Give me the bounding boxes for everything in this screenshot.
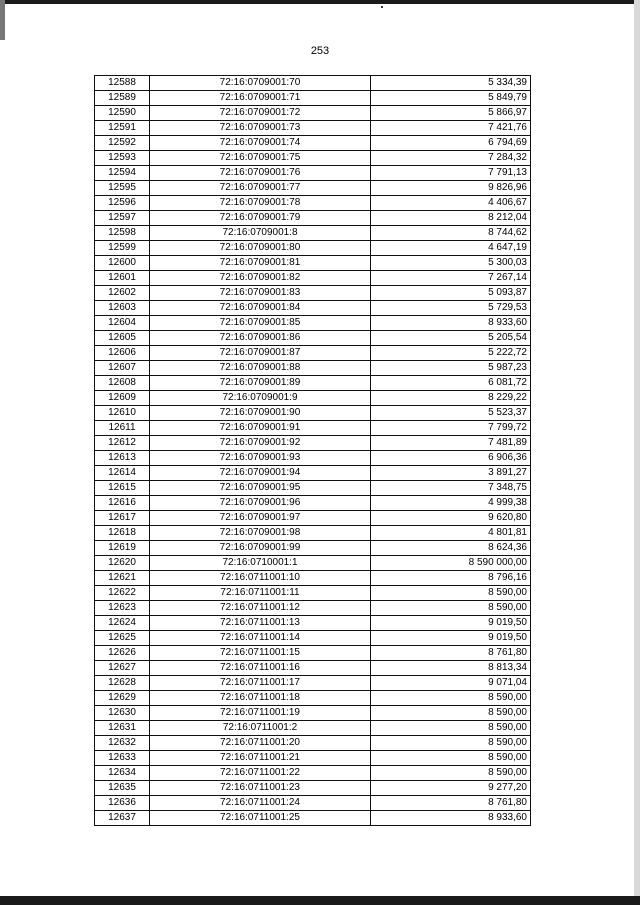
table-row <box>95 121 531 136</box>
table-body <box>95 76 531 826</box>
table-row <box>95 331 531 346</box>
value-cell: 4 999,38 <box>371 496 531 511</box>
cadastral-number-cell: 72:16:0709001:89 <box>150 376 371 391</box>
cadastral-number-cell: 72:16:0709001:75 <box>150 151 371 166</box>
table-row <box>95 691 531 706</box>
value-cell: 9 019,50 <box>371 616 531 631</box>
row-number-cell: 12607 <box>95 361 150 376</box>
row-number-cell: 12626 <box>95 646 150 661</box>
value-cell: 5 093,87 <box>371 286 531 301</box>
cadastral-number-cell: 72:16:0709001:85 <box>150 316 371 331</box>
cadastral-number-cell: 72:16:0711001:17 <box>150 676 371 691</box>
row-number-cell: 12631 <box>95 721 150 736</box>
value-cell: 8 624,36 <box>371 541 531 556</box>
cadastral-number-cell: 72:16:0709001:86 <box>150 331 371 346</box>
row-number-cell: 12600 <box>95 256 150 271</box>
cadastral-number-cell: 72:16:0709001:79 <box>150 211 371 226</box>
table-row <box>95 706 531 721</box>
row-number-cell: 12596 <box>95 196 150 211</box>
table-row <box>95 256 531 271</box>
cadastral-number-cell: 72:16:0709001:70 <box>150 76 371 91</box>
value-cell: 7 348,75 <box>371 481 531 496</box>
table-row <box>95 301 531 316</box>
row-number-cell: 12611 <box>95 421 150 436</box>
value-cell: 8 761,80 <box>371 646 531 661</box>
value-cell: 8 590 000,00 <box>371 556 531 571</box>
row-number-cell: 12594 <box>95 166 150 181</box>
value-cell: 9 826,96 <box>371 181 531 196</box>
row-number-cell: 12610 <box>95 406 150 421</box>
cadastral-number-cell: 72:16:0709001:77 <box>150 181 371 196</box>
value-cell: 7 284,32 <box>371 151 531 166</box>
row-number-cell: 12619 <box>95 541 150 556</box>
row-number-cell: 12588 <box>95 76 150 91</box>
table-row <box>95 766 531 781</box>
table-row <box>95 316 531 331</box>
table-row <box>95 286 531 301</box>
table-row <box>95 661 531 676</box>
table-row <box>95 511 531 526</box>
value-cell: 8 590,00 <box>371 751 531 766</box>
scan-edge-right <box>634 0 640 905</box>
value-cell: 8 933,60 <box>371 316 531 331</box>
cadastral-number-cell: 72:16:0709001:8 <box>150 226 371 241</box>
table-row <box>95 376 531 391</box>
cadastral-number-cell: 72:16:0711001:10 <box>150 571 371 586</box>
value-cell: 5 205,54 <box>371 331 531 346</box>
row-number-cell: 12633 <box>95 751 150 766</box>
row-number-cell: 12629 <box>95 691 150 706</box>
table-row <box>95 496 531 511</box>
row-number-cell: 12602 <box>95 286 150 301</box>
table-row <box>95 421 531 436</box>
table-row <box>95 466 531 481</box>
cadastral-number-cell: 72:16:0711001:2 <box>150 721 371 736</box>
row-number-cell: 12627 <box>95 661 150 676</box>
table-row <box>95 451 531 466</box>
table-row <box>95 781 531 796</box>
row-number-cell: 12622 <box>95 586 150 601</box>
table-row <box>95 211 531 226</box>
cadastral-number-cell: 72:16:0709001:97 <box>150 511 371 526</box>
cadastral-number-cell: 72:16:0711001:11 <box>150 586 371 601</box>
value-cell: 8 590,00 <box>371 691 531 706</box>
table-row <box>95 241 531 256</box>
value-cell: 5 523,37 <box>371 406 531 421</box>
value-cell: 8 590,00 <box>371 766 531 781</box>
row-number-cell: 12632 <box>95 736 150 751</box>
cadastral-number-cell: 72:16:0709001:9 <box>150 391 371 406</box>
value-cell: 8 590,00 <box>371 736 531 751</box>
table-row <box>95 601 531 616</box>
value-cell: 8 761,80 <box>371 796 531 811</box>
value-cell: 8 212,04 <box>371 211 531 226</box>
value-cell: 7 267,14 <box>371 271 531 286</box>
row-number-cell: 12623 <box>95 601 150 616</box>
row-number-cell: 12604 <box>95 316 150 331</box>
scan-edge-bottom <box>0 896 640 905</box>
value-cell: 5 987,23 <box>371 361 531 376</box>
value-cell: 9 071,04 <box>371 676 531 691</box>
value-cell: 9 620,80 <box>371 511 531 526</box>
cadastral-number-cell: 72:16:0709001:92 <box>150 436 371 451</box>
table-row <box>95 346 531 361</box>
value-cell: 8 796,16 <box>371 571 531 586</box>
cadastral-number-cell: 72:16:0709001:98 <box>150 526 371 541</box>
row-number-cell: 12601 <box>95 271 150 286</box>
scan-edge-top <box>0 0 640 4</box>
row-number-cell: 12593 <box>95 151 150 166</box>
table-row <box>95 166 531 181</box>
row-number-cell: 12590 <box>95 106 150 121</box>
cadastral-number-cell: 72:16:0711001:21 <box>150 751 371 766</box>
cadastral-number-cell: 72:16:0710001:1 <box>150 556 371 571</box>
cadastral-number-cell: 72:16:0709001:82 <box>150 271 371 286</box>
cadastral-number-cell: 72:16:0711001:24 <box>150 796 371 811</box>
row-number-cell: 12597 <box>95 211 150 226</box>
cadastral-number-cell: 72:16:0709001:99 <box>150 541 371 556</box>
table-row <box>95 796 531 811</box>
row-number-cell: 12606 <box>95 346 150 361</box>
row-number-cell: 12618 <box>95 526 150 541</box>
cadastral-number-cell: 72:16:0709001:78 <box>150 196 371 211</box>
row-number-cell: 12612 <box>95 436 150 451</box>
value-cell: 9 019,50 <box>371 631 531 646</box>
cadastral-number-cell: 72:16:0709001:91 <box>150 421 371 436</box>
table-row <box>95 571 531 586</box>
row-number-cell: 12605 <box>95 331 150 346</box>
scan-speck <box>381 6 383 8</box>
table-row <box>95 721 531 736</box>
cadastral-number-cell: 72:16:0711001:14 <box>150 631 371 646</box>
table-row <box>95 646 531 661</box>
table-row <box>95 586 531 601</box>
table-row <box>95 481 531 496</box>
value-cell: 8 229,22 <box>371 391 531 406</box>
table-row <box>95 271 531 286</box>
cadastral-number-cell: 72:16:0709001:93 <box>150 451 371 466</box>
cadastral-number-cell: 72:16:0711001:16 <box>150 661 371 676</box>
table-row <box>95 406 531 421</box>
table-row <box>95 226 531 241</box>
table-row <box>95 541 531 556</box>
value-cell: 7 791,13 <box>371 166 531 181</box>
table-row <box>95 391 531 406</box>
row-number-cell: 12598 <box>95 226 150 241</box>
row-number-cell: 12616 <box>95 496 150 511</box>
data-table <box>94 75 531 826</box>
row-number-cell: 12615 <box>95 481 150 496</box>
row-number-cell: 12591 <box>95 121 150 136</box>
table-row <box>95 751 531 766</box>
table-row <box>95 151 531 166</box>
table-row <box>95 91 531 106</box>
value-cell: 8 813,34 <box>371 661 531 676</box>
cadastral-number-cell: 72:16:0711001:12 <box>150 601 371 616</box>
cadastral-number-cell: 72:16:0709001:83 <box>150 286 371 301</box>
table-row <box>95 631 531 646</box>
table-row <box>95 616 531 631</box>
row-number-cell: 12634 <box>95 766 150 781</box>
value-cell: 3 891,27 <box>371 466 531 481</box>
cadastral-number-cell: 72:16:0709001:74 <box>150 136 371 151</box>
value-cell: 4 801,81 <box>371 526 531 541</box>
table-row <box>95 736 531 751</box>
value-cell: 5 334,39 <box>371 76 531 91</box>
value-cell: 6 794,69 <box>371 136 531 151</box>
row-number-cell: 12637 <box>95 811 150 826</box>
value-cell: 5 729,53 <box>371 301 531 316</box>
table-row <box>95 361 531 376</box>
row-number-cell: 12613 <box>95 451 150 466</box>
value-cell: 8 590,00 <box>371 586 531 601</box>
cadastral-number-cell: 72:16:0709001:72 <box>150 106 371 121</box>
cadastral-number-cell: 72:16:0711001:23 <box>150 781 371 796</box>
row-number-cell: 12592 <box>95 136 150 151</box>
row-number-cell: 12609 <box>95 391 150 406</box>
table-row <box>95 106 531 121</box>
value-cell: 7 481,89 <box>371 436 531 451</box>
table-row <box>95 136 531 151</box>
cadastral-number-cell: 72:16:0709001:88 <box>150 361 371 376</box>
value-cell: 5 866,97 <box>371 106 531 121</box>
value-cell: 4 647,19 <box>371 241 531 256</box>
cadastral-number-cell: 72:16:0711001:15 <box>150 646 371 661</box>
row-number-cell: 12608 <box>95 376 150 391</box>
cadastral-number-cell: 72:16:0709001:71 <box>150 91 371 106</box>
cadastral-number-cell: 72:16:0709001:81 <box>150 256 371 271</box>
row-number-cell: 12617 <box>95 511 150 526</box>
cadastral-number-cell: 72:16:0711001:22 <box>150 766 371 781</box>
cadastral-number-cell: 72:16:0711001:20 <box>150 736 371 751</box>
cadastral-number-cell: 72:16:0709001:95 <box>150 481 371 496</box>
value-cell: 6 906,36 <box>371 451 531 466</box>
cadastral-number-cell: 72:16:0709001:94 <box>150 466 371 481</box>
row-number-cell: 12625 <box>95 631 150 646</box>
value-cell: 8 744,62 <box>371 226 531 241</box>
table-row <box>95 526 531 541</box>
value-cell: 7 421,76 <box>371 121 531 136</box>
row-number-cell: 12624 <box>95 616 150 631</box>
value-cell: 4 406,67 <box>371 196 531 211</box>
cadastral-number-cell: 72:16:0711001:13 <box>150 616 371 631</box>
row-number-cell: 12603 <box>95 301 150 316</box>
value-cell: 8 933,60 <box>371 811 531 826</box>
page-number: 253 <box>310 45 330 57</box>
row-number-cell: 12630 <box>95 706 150 721</box>
row-number-cell: 12621 <box>95 571 150 586</box>
value-cell: 7 799,72 <box>371 421 531 436</box>
row-number-cell: 12636 <box>95 796 150 811</box>
cadastral-number-cell: 72:16:0709001:96 <box>150 496 371 511</box>
cadastral-number-cell: 72:16:0709001:90 <box>150 406 371 421</box>
cadastral-number-cell: 72:16:0709001:76 <box>150 166 371 181</box>
value-cell: 5 849,79 <box>371 91 531 106</box>
table-row <box>95 76 531 91</box>
table-row <box>95 181 531 196</box>
row-number-cell: 12599 <box>95 241 150 256</box>
cadastral-number-cell: 72:16:0709001:84 <box>150 301 371 316</box>
value-cell: 5 222,72 <box>371 346 531 361</box>
cadastral-number-cell: 72:16:0709001:73 <box>150 121 371 136</box>
row-number-cell: 12628 <box>95 676 150 691</box>
row-number-cell: 12589 <box>95 91 150 106</box>
cadastral-number-cell: 72:16:0709001:87 <box>150 346 371 361</box>
value-cell: 5 300,03 <box>371 256 531 271</box>
value-cell: 6 081,72 <box>371 376 531 391</box>
row-number-cell: 12614 <box>95 466 150 481</box>
table-row <box>95 436 531 451</box>
cadastral-number-cell: 72:16:0709001:80 <box>150 241 371 256</box>
table-row <box>95 196 531 211</box>
row-number-cell: 12620 <box>95 556 150 571</box>
scan-edge-left <box>0 0 5 40</box>
cadastral-number-cell: 72:16:0711001:19 <box>150 706 371 721</box>
value-cell: 9 277,20 <box>371 781 531 796</box>
table-row <box>95 556 531 571</box>
value-cell: 8 590,00 <box>371 721 531 736</box>
table-row <box>95 676 531 691</box>
value-cell: 8 590,00 <box>371 706 531 721</box>
cadastral-number-cell: 72:16:0711001:25 <box>150 811 371 826</box>
cadastral-number-cell: 72:16:0711001:18 <box>150 691 371 706</box>
table-row <box>95 811 531 826</box>
row-number-cell: 12595 <box>95 181 150 196</box>
row-number-cell: 12635 <box>95 781 150 796</box>
value-cell: 8 590,00 <box>371 601 531 616</box>
